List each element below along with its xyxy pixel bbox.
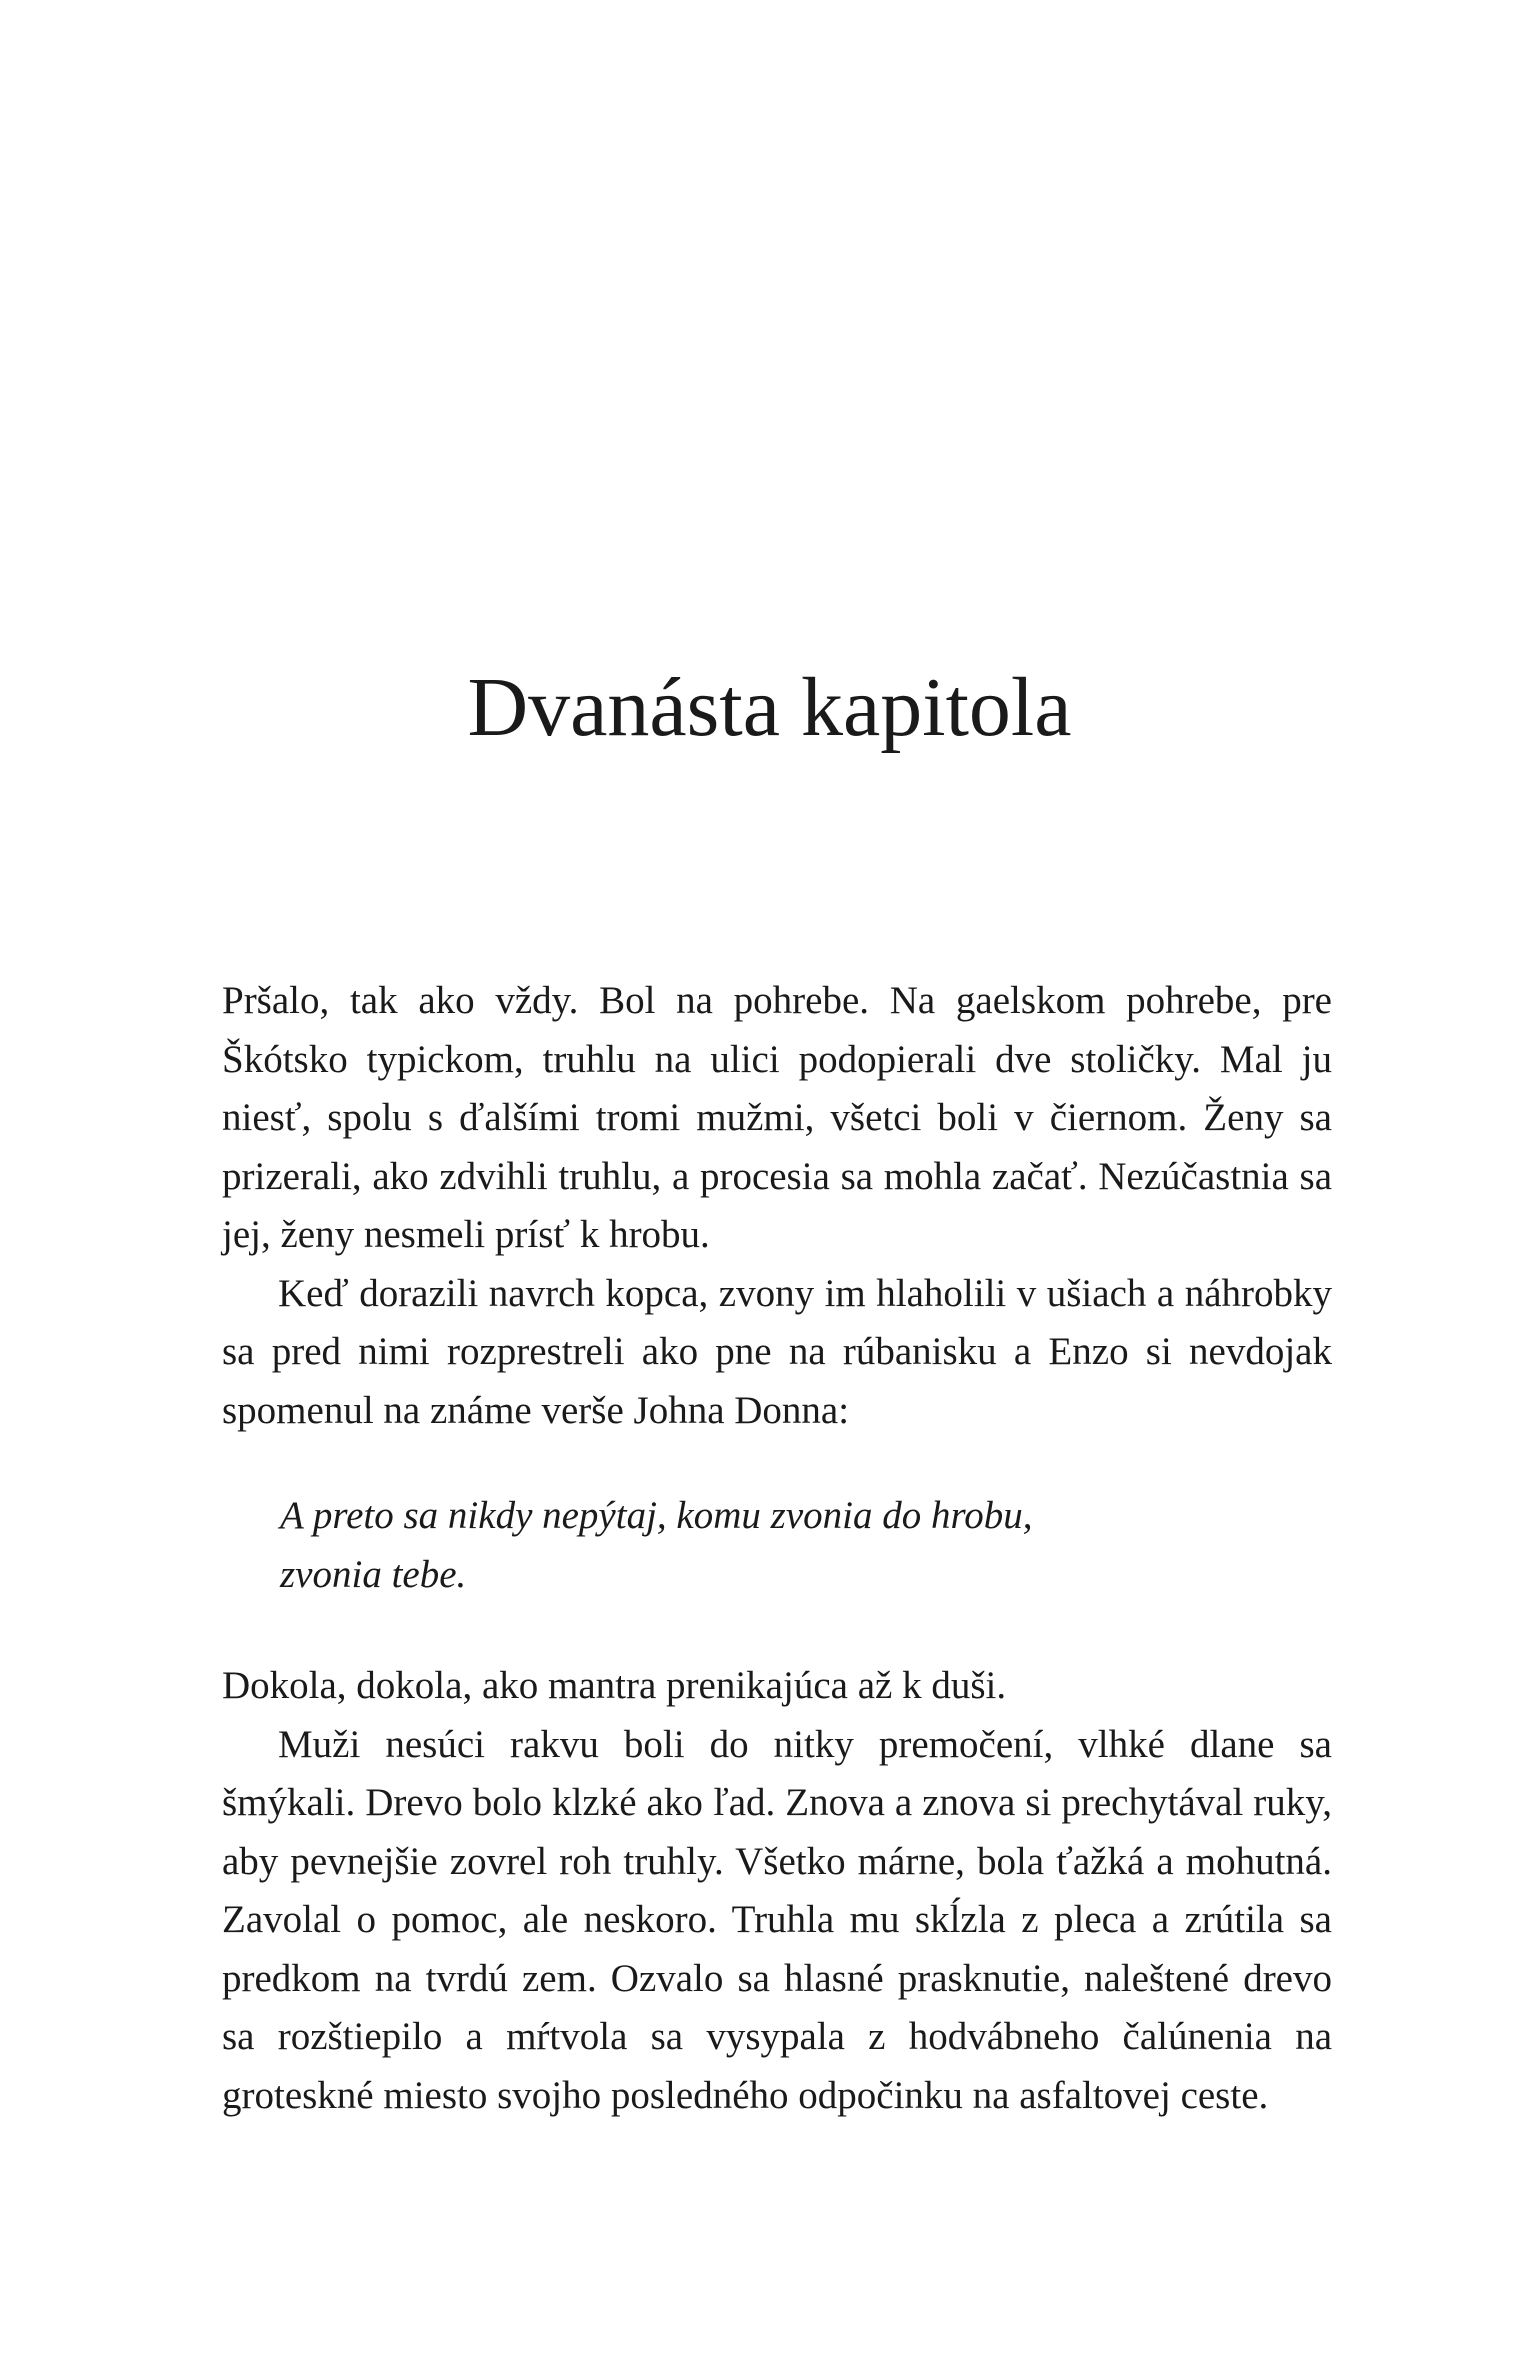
chapter-title: Dvanásta kapitola (467, 661, 1072, 754)
body-text-after-verse (222, 1657, 1332, 2125)
body-text-before-verse (222, 972, 1332, 1440)
paragraph: Muži nesúci rakvu boli do nitky premočení, vlhké dlane sa šmýkali. Drevo bolo klzké ako ľad. Znova a znova si prechytával ruky, aby pevnejšie zovrel roh truhly. Všetko márne, bola ťažká a mohutná. Zavolal o pomoc, ale neskoro. Truhla mu skĺzla z pleca a zrútila sa predkom na tvrdú zem. Ozvalo sa hlasné prasknutie, naleštené drevo sa rozštiepilo a mŕtvola sa vysypala z hodvábneho čalúnenia na groteskné miesto svojho posledného odpočinku na asfaltovej ceste. (222, 1722, 1332, 2117)
verse-quote (280, 1487, 1280, 1604)
paragraph: Dokola, dokola, ako mantra prenikajúca až k duši. (222, 1664, 1007, 1707)
paragraph: Keď dorazili navrch kopca, zvony im hlaholili v ušiach a náhrobky sa pred nimi rozprestreli ako pne na rúbanisku a Enzo si nevdojak spomenul na známe verše Johna Donna: (222, 1271, 1332, 1432)
verse-line: A preto sa nikdy nepýtaj, komu zvonia do hrobu, (280, 1494, 1033, 1537)
paragraph: Pršalo, tak ako vždy. Bol na pohrebe. Na gaelskom pohrebe, pre Škótsko typickom, truhlu na ulici podopierali dve stoličky. Mal ju niesť, spolu s ďalšími tromi mužmi, všetci boli v čiernom. Ženy sa prizerali, ako zdvihli truhlu, a procesia sa mohla začať. Nezúčastnia sa jej, ženy nesmeli prísť k hrobu. (222, 979, 1332, 1256)
verse-line: zvonia tebe. (280, 1552, 467, 1596)
